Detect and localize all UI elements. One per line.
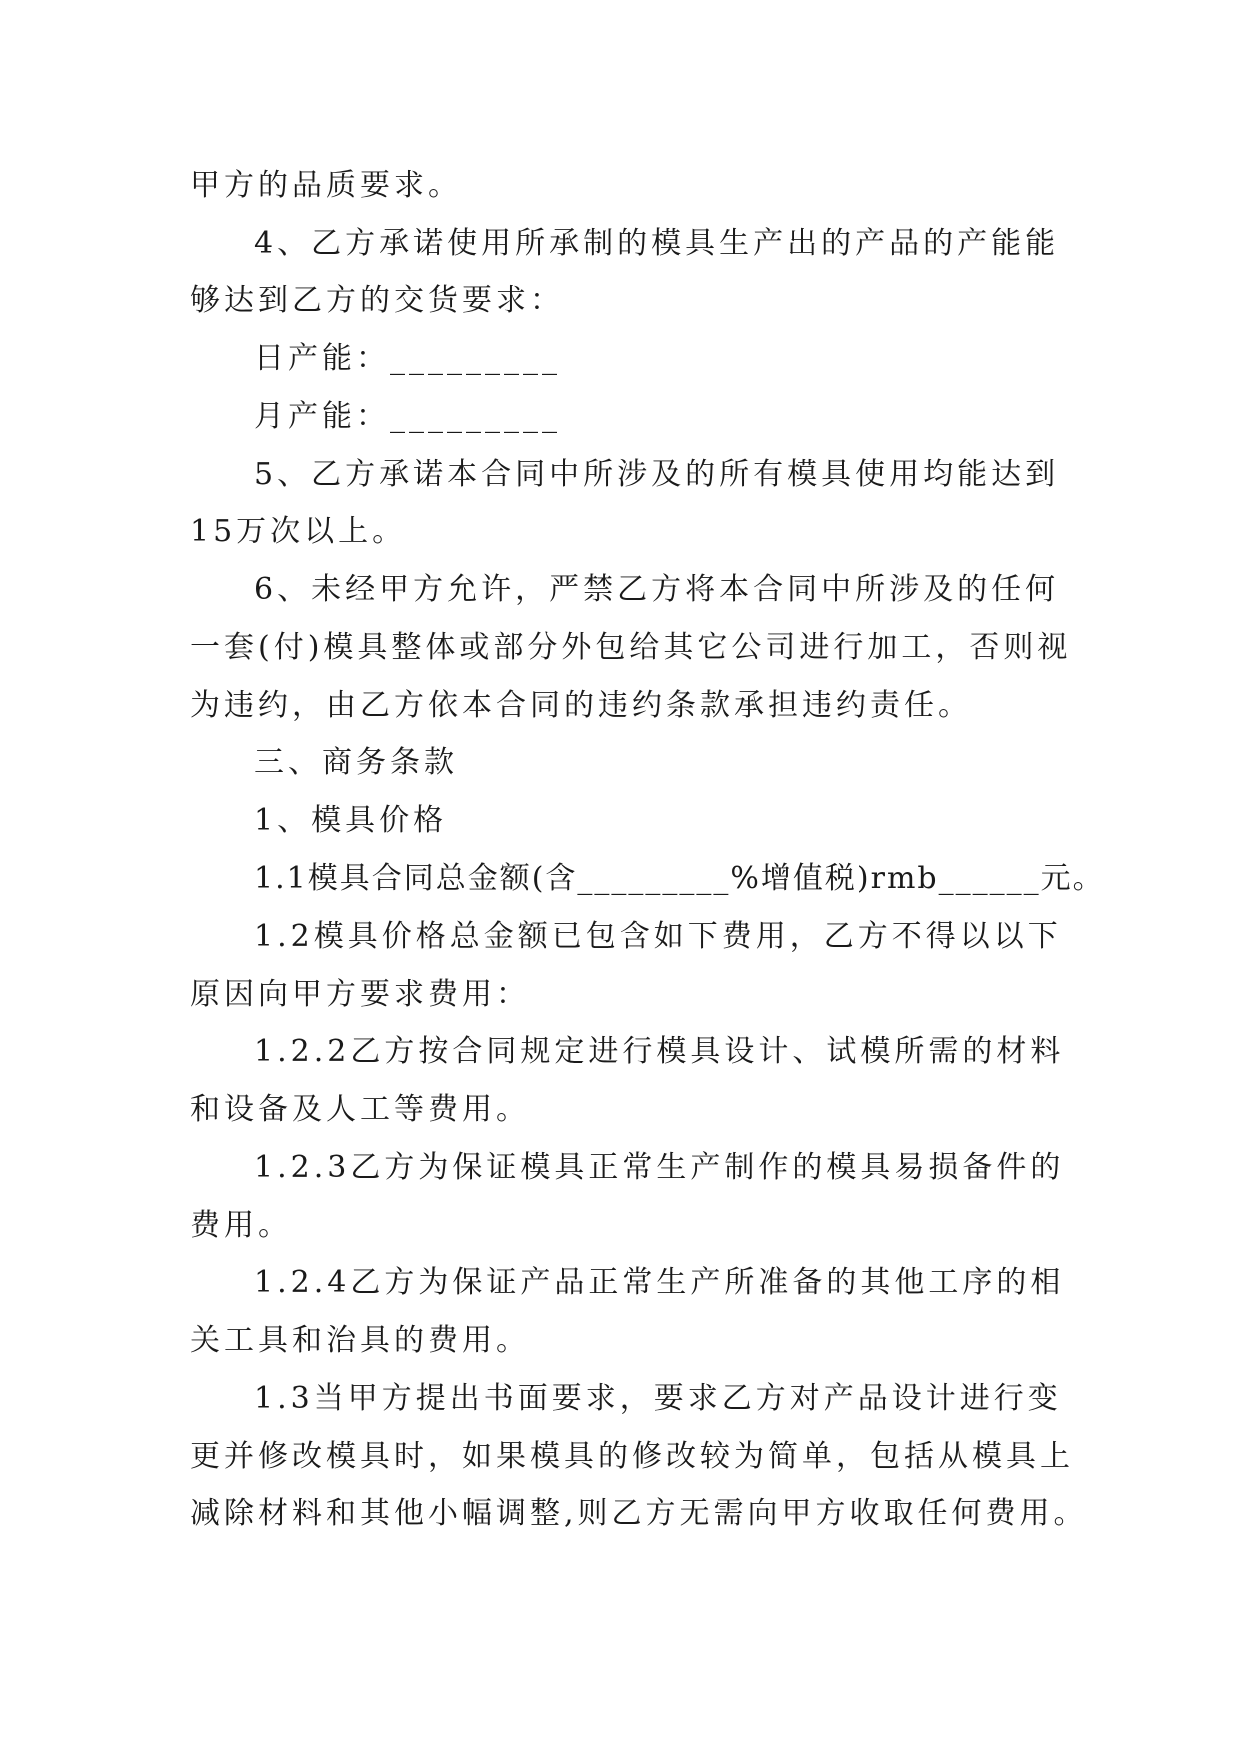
text-line: 6、未经甲方允许，严禁乙方将本合同中所涉及的任何 [254,572,1060,607]
text-line: 原因向甲方要求费用： [190,977,530,1012]
text-line: 1、模具价格 [254,803,448,838]
text-line: 1.1模具合同总金额(含_________%增值税)rmb______元。 [254,861,1105,896]
text-line: 4、乙方承诺使用所承制的模具生产出的产品的产能能 [254,226,1060,261]
text-line: 5、乙方承诺本合同中所涉及的所有模具使用均能达到 [254,457,1060,492]
text-line: 1.2.3乙方为保证模具正常生产制作的模具易损备件的 [254,1150,1065,1185]
text-line: 为违约，由乙方依本合同的违约条款承担违约责任。 [190,688,972,723]
section-heading: 三、商务条款 [254,745,458,780]
text-line: 费用。 [190,1208,292,1243]
text-line: 关工具和治具的费用。 [190,1323,530,1358]
text-line: 更并修改模具时，如果模具的修改较为简单，包括从模具上 [190,1439,1074,1474]
text-line: 1.2.2乙方按合同规定进行模具设计、试模所需的材料 [254,1034,1065,1069]
text-line: 15万次以上。 [190,514,407,549]
text-line: 一套(付)模具整体或部分外包给其它公司进行加工，否则视 [190,630,1072,665]
text-line: 1.2.4乙方为保证产品正常生产所准备的其他工序的相 [254,1265,1065,1300]
text-line: 减除材料和其他小幅调整,则乙方无需向甲方收取任何费用。 [190,1496,1088,1531]
text-line: 和设备及人工等费用。 [190,1092,530,1127]
text-line: 甲方的品质要求。 [190,168,462,203]
text-line: 月产能：_________ [254,399,561,434]
text-line: 日产能：_________ [254,341,561,376]
text-line: 1.2模具价格总金额已包含如下费用，乙方不得以以下 [254,919,1062,954]
text-line: 1.3当甲方提出书面要求，要求乙方对产品设计进行变 [254,1381,1062,1416]
text-line: 够达到乙方的交货要求： [190,283,564,318]
